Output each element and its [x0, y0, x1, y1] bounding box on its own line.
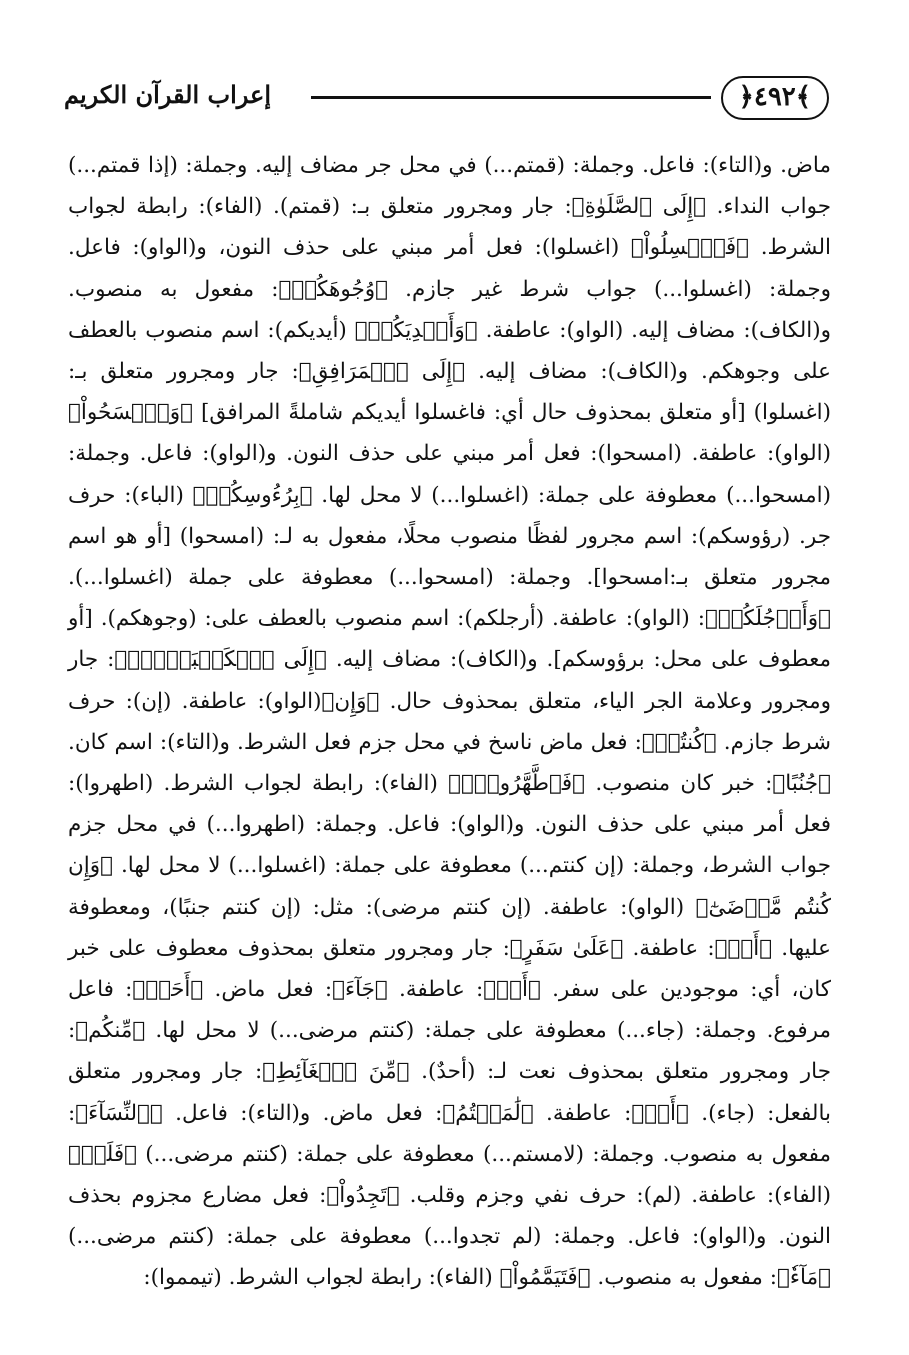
book-title: إعراب القرآن الكريم — [64, 80, 271, 109]
header-rule — [311, 96, 711, 99]
page-header — [58, 72, 829, 126]
page-number: ﴿٤٩٢﴾ — [721, 76, 829, 120]
paragraph: ماض. و(التاء): فاعل. وجملة: (قمتم...) في محل جر مضاف إليه. وجملة: (إذا قمتم...) جواب النداء. ﴿إِلَى ٱلصَّلَوٰةِ﴾: جار ومجرور متعلق بـ: (قمتم). (الفاء): رابطة لجواب الشرط. ﴿فَٱغۡسِلُواْ﴾ (اغسلوا): فعل أمر مبني على حذف النون، و(الواو): فاعل. وجملة: (اغسلوا...) جواب شرط غير جازم. ﴿وُجُوهَكُمۡ﴾: مفعول به منصوب. و(الكاف): مضاف إليه. (الواو): عاطفة. ﴿وَأَيۡدِيَكُمۡ﴾ (أيديكم): اسم منصوب بالعطف على وجوهكم. و(الكاف): مضاف إليه. ﴿إِلَى ٱلۡمَرَافِقِ﴾: جار ومجرور متعلق بـ: (اغسلوا) [أو متعلق بمحذوف حال أي: فاغسلوا أيديكم شاملةً المرافق] ﴿وَٱمۡسَحُواْ﴾ (الواو): عاطفة. (امسحوا): فعل أمر مبني على حذف النون. و(الواو): فاعل. وجملة: (امسحوا...) معطوفة على جملة: (اغسلوا...) لا محل لها. ﴿بِرُءُوسِكُمۡ﴾ (الباء): حرف جر. (رؤوسكم): اسم مجرور لفظًا منصوب محلًا، مفعول به لـ: (امسحوا) [أو هو اسم مجرور متعلق بـ:امسحوا]. وجملة: (امسحوا...) معطوفة على جملة (اغسلوا...). ﴿وَأَرۡجُلَكُمۡ﴾: (الواو): عاطفة. (أرجلكم): اسم منصوب بالعطف على: (وجوهكم). [أو معطوف على محل: برؤوسكم]. و(الكاف): مضاف إليه. ﴿إِلَى ٱلۡكَعۡبَيۡنِۚ﴾: جار ومجرور وعلامة الجر الياء، متعلق بمحذوف حال. ﴿وَإِن﴾(الواو): عاطفة. (إن): حرف شرط جازم. ﴿كُنتُمۡ﴾: فعل ماض ناسخ في محل جزم فعل الشرط. و(التاء): اسم كان. ﴿جُنُبًا﴾: خبر كان منصوب. ﴿فَٱطَّهَّرُواْۚ﴾ (الفاء): رابطة لجواب الشرط. (اطهروا): فعل أمر مبني على حذف النون. و(الواو): فاعل. وجملة: (اطهروا...) في محل جزم جواب الشرط، وجملة: (إن كنتم...) معطوفة على جملة: (اغسلوا...) لا محل لها. ﴿وَإِن كُنتُم مَّرۡضَىٰٓ﴾ (الواو): عاطفة. (إن كنتم مرضى): مثل: (إن كنتم جنبًا)، ومعطوفة عليها. ﴿أَوۡ﴾: عاطفة. ﴿عَلَىٰ سَفَرٍ﴾: جار ومجرور متعلق بمحذوف معطوف على خبر كان، أي: موجودين على سفر. ﴿أَوۡ﴾: عاطفة. ﴿جَآءَ﴾: فعل ماض. ﴿أَحَدٞ﴾: فاعل مرفوع. وجملة: (جاء...) معطوفة على جملة: (كنتم مرضى...) لا محل لها. ﴿مِّنكُم﴾: جار ومجرور متعلق بمحذوف نعت لـ: (أحدٌ). ﴿مِّنَ ٱلۡغَآئِطِ﴾: جار ومجرور متعلق بالفعل: (جاء). ﴿أَوۡ﴾: عاطفة. ﴿لَٰمَسۡتُمُ﴾: فعل ماض. و(التاء): فاعل. ﴿ٱلنِّسَآءَ﴾: مفعول به منصوب. وجملة: (لامستم...) معطوفة على جملة: (كنتم مرضى...) ﴿فَلَمۡ﴾ (الفاء): عاطفة. (لم): حرف نفي وجزم وقلب. ﴿تَجِدُواْ﴾: فعل مضارع مجزوم بحذف النون. و(الواو): فاعل. وجملة: (لم تجدوا...) معطوفة على جملة: (كنتم مرضى...) ﴿مَآءٗ﴾: مفعول به منصوب. ﴿فَتَيَمَّمُواْ﴾ (الفاء): رابطة لجواب الشرط. (تيمموا): — [68, 153, 831, 1291]
body-text — [68, 145, 831, 1299]
